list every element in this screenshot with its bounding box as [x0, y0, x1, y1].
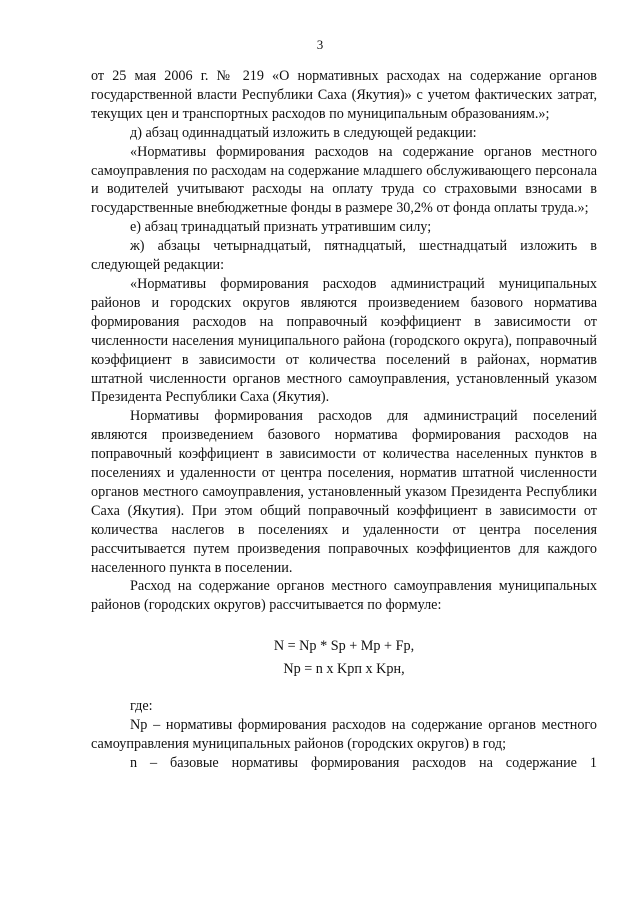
- paragraph-item-e: е) абзац тринадцатый признать утратившим силу;: [130, 219, 432, 236]
- paragraph-formula-intro: Расход на содержание органов местного самоуправления муниципальных районов (городских округов) рассчитывается по формуле:: [91, 578, 597, 614]
- formula-n: N = Np * Sp + Mp + Fp,: [273, 638, 415, 655]
- paragraph-quote-staff-norms: «Нормативы формирования расходов на содержание органов местного самоуправления по расходам на содержание младшего обслуживающего персонала и водителей учитывают расходы на оплату труда со страховыми взносами в государственные внебюджетные фонды в размере 30,2% от фонда оплаты труда.»;: [91, 143, 597, 217]
- paragraph-item-d: д) абзац одиннадцатый изложить в следующей редакции:: [130, 124, 477, 141]
- paragraph-n-definition: n – базовые нормативы формирования расходов на содержание 1: [130, 754, 597, 771]
- document-body: [91, 67, 597, 773]
- paragraph-item-zh: ж) абзацы четырнадцатый, пятнадцатый, шестнадцатый изложить в следующей редакции:: [91, 238, 597, 274]
- paragraph-settlement-norms: Нормативы формирования расходов для администраций поселений являются произведением базового норматива формирования расходов на поправочный коэффициент в зависимости от количества населенных пунктов в поселениях и удаленности от центра поселения, норматив штатной численности органов местного самоуправления, установленный указом Президента Республики Саха (Якутия). При этом общий поправочный коэффициент в зависимости от количества наслегов в поселениях и удаленности от центра поселения рассчитывается путем произведения поправочных коэффициентов для каждого населенного пункта в поселении.: [91, 408, 597, 576]
- paragraph-continuation: от 25 мая 2006 г. № 219 «О нормативных расходах на содержание органов государственной власти Республики Саха (Якутия)» с учетом фактических затрат, текущих цен и транспортных расходов по муниципальным образованиям.»;: [91, 68, 597, 122]
- formula-np: Np = n x Kрп x Kрн,: [283, 661, 405, 678]
- page-number: 3: [316, 37, 324, 52]
- paragraph-where: где:: [130, 698, 153, 715]
- paragraph-quote-district-norms: «Нормативы формирования расходов администраций муниципальных районов и городских округов являются произведением базового норматива формирования расходов на поправочный коэффициент в зависимости от численности населения муниципального района (городского округа), поправочный коэффициент в зависимости от количества поселений в районах, норматив штатной численности органов местного самоуправления, установленный указом Президента Республики Саха (Якутия).: [91, 275, 597, 406]
- paragraph-np-definition: Np – нормативы формирования расходов на содержание органов местного самоуправления муниципальных районов (городских округов) в год;: [91, 717, 597, 752]
